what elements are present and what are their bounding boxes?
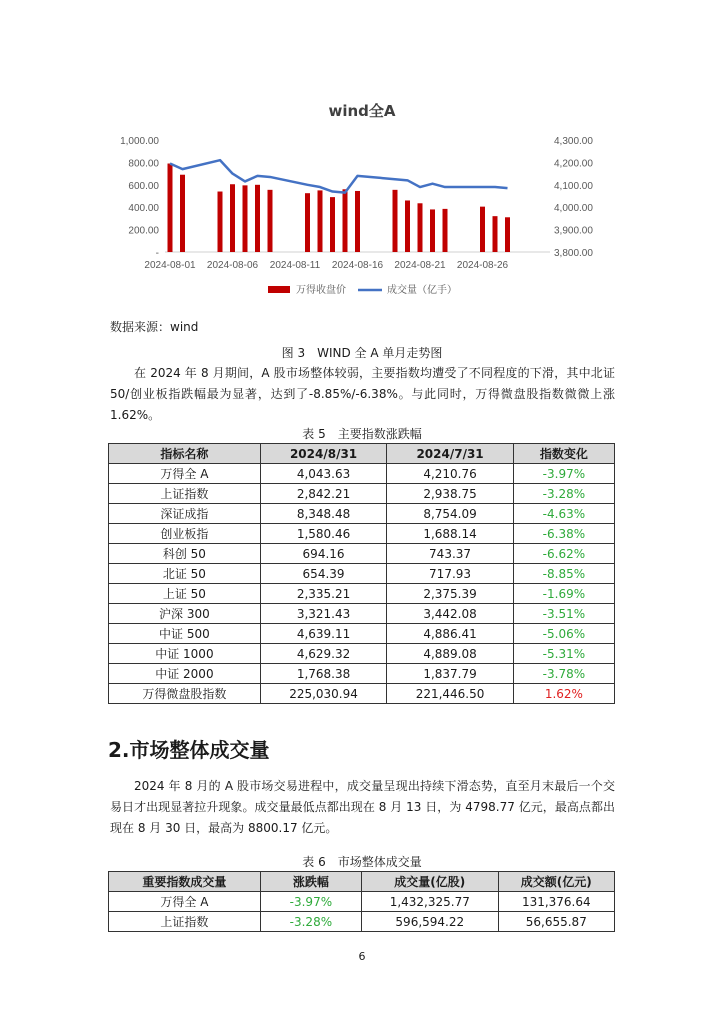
column-header: 成交量(亿股) — [361, 872, 498, 892]
table-row — [109, 624, 615, 644]
table-cell-v2: 2,375.39 — [387, 584, 514, 604]
table-cell-name: 创业板指 — [109, 524, 261, 544]
table-cell-chg: -3.97% — [260, 892, 361, 912]
table-row — [109, 604, 615, 624]
table-cell-v2: 2,938.75 — [387, 484, 514, 504]
table-cell-name: 万得全 A — [109, 464, 261, 484]
table-cell-chg: -1.69% — [513, 584, 614, 604]
chart-bar — [255, 185, 260, 252]
table-cell-name: 上证指数 — [109, 912, 261, 932]
chart-bar — [430, 209, 435, 252]
table-row — [109, 524, 615, 544]
table-cell-name: 北证 50 — [109, 564, 261, 584]
paragraph-text: 在 2024 年 8 月期间，A 股市场整体较弱，主要指数均遭受了不同程度的下滑，其中北证 50/创业板指跌幅最为显著，达到了-8.85%/-6.38%。与此同时，万得微盘股指数微微上涨 1.62%。 — [110, 366, 615, 422]
left-axis-tick-label: 1,000.00 — [120, 136, 159, 147]
chart-bar — [230, 184, 235, 252]
table5-caption: 表 5 主要指数涨跌幅 — [302, 427, 422, 441]
index-change-table — [108, 443, 615, 704]
left-axis-tick-label: 800.00 — [128, 158, 159, 170]
table-row — [109, 684, 615, 704]
chart-line-series — [170, 160, 508, 192]
table-cell-name: 深证成指 — [109, 504, 261, 524]
table-cell-amt: 56,655.87 — [498, 912, 614, 932]
right-axis-tick-label: 4,100.00 — [554, 180, 593, 192]
table-row — [109, 644, 615, 664]
table-row — [109, 504, 615, 524]
right-axis-tick-label: 3,900.00 — [554, 225, 593, 237]
table-row — [109, 892, 615, 912]
table-header-row — [109, 444, 615, 464]
table-cell-chg: -3.51% — [513, 604, 614, 624]
chart-bar — [418, 203, 423, 252]
chart-bar — [393, 190, 398, 252]
table-cell-chg: -5.31% — [513, 644, 614, 664]
table-cell-name: 科创 50 — [109, 544, 261, 564]
table-cell-vol: 1,432,325.77 — [361, 892, 498, 912]
left-axis-tick-label: 600.00 — [128, 180, 159, 192]
x-axis-tick-label: 2024-08-01 — [144, 260, 196, 271]
column-header: 2024/7/31 — [387, 444, 514, 464]
table-cell-v2: 4,886.41 — [387, 624, 514, 644]
chart-bar — [343, 189, 348, 252]
table-row — [109, 544, 615, 564]
table-cell-name: 中证 500 — [109, 624, 261, 644]
chart-bar — [305, 193, 310, 252]
table-row — [109, 564, 615, 584]
table-row — [109, 912, 615, 932]
column-header: 指数变化 — [513, 444, 614, 464]
table-cell-v2: 4,210.76 — [387, 464, 514, 484]
paragraph-index-performance — [110, 363, 615, 426]
table-cell-v2: 221,446.50 — [387, 684, 514, 704]
source-note: 数据来源：wind — [110, 320, 199, 334]
chart-bar — [480, 207, 485, 252]
table-cell-name: 中证 2000 — [109, 664, 261, 684]
chart-title: wind全A — [328, 102, 396, 120]
table-cell-v1: 1,580.46 — [260, 524, 387, 544]
table-cell-name: 万得全 A — [109, 892, 261, 912]
table-cell-name: 上证指数 — [109, 484, 261, 504]
legend-label: 万得收盘价 — [296, 285, 346, 296]
table-cell-chg: -8.85% — [513, 564, 614, 584]
table-cell-v1: 694.16 — [260, 544, 387, 564]
chart-bar — [493, 216, 498, 252]
table-row — [109, 484, 615, 504]
chart-bar — [355, 191, 360, 252]
chart-bar — [505, 217, 510, 252]
column-header: 指标名称 — [109, 444, 261, 464]
right-axis-tick-label: 4,300.00 — [554, 136, 593, 147]
table-header-row — [109, 872, 615, 892]
chart-bar — [318, 190, 323, 252]
table-cell-v1: 4,043.63 — [260, 464, 387, 484]
table-cell-v1: 225,030.94 — [260, 684, 387, 704]
wind-all-a-chart — [100, 125, 620, 305]
table-cell-v2: 1,688.14 — [387, 524, 514, 544]
section-title: 2.市场整体成交量 — [108, 738, 270, 762]
table-cell-chg: -4.63% — [513, 504, 614, 524]
right-axis-tick-label: 4,000.00 — [554, 203, 593, 215]
table-cell-name: 中证 1000 — [109, 644, 261, 664]
chart-bar — [180, 175, 185, 252]
chart-bar — [268, 190, 273, 252]
table-cell-name: 沪深 300 — [109, 604, 261, 624]
table-cell-amt: 131,376.64 — [498, 892, 614, 912]
column-header: 成交额(亿元) — [498, 872, 614, 892]
table-cell-v1: 654.39 — [260, 564, 387, 584]
chart-bar — [330, 197, 335, 252]
page-number: 6 — [358, 950, 366, 963]
chart-bar — [443, 209, 448, 252]
table-cell-name: 上证 50 — [109, 584, 261, 604]
paragraph-text: 2024 年 8 月的 A 股市场交易进程中，成交量呈现出持续下滑态势，直至月末最后一个交易日才出现显著拉升现象。成交量最低点都出现在 8 月 13 日，为 4798.77 亿元，最高点都出现在 8 月 30 日，最高为 8800.17 亿元。 — [110, 779, 615, 835]
left-axis-tick-label: 400.00 — [128, 203, 159, 215]
table6-caption: 表 6 市场整体成交量 — [302, 855, 422, 869]
column-header: 重要指数成交量 — [109, 872, 261, 892]
table-cell-v1: 2,842.21 — [260, 484, 387, 504]
x-axis-tick-label: 2024-08-26 — [456, 260, 509, 271]
chart-bar — [405, 200, 410, 252]
table-cell-chg: -3.28% — [513, 484, 614, 504]
table-cell-chg: -3.78% — [513, 664, 614, 684]
table-cell-v1: 3,321.43 — [260, 604, 387, 624]
table-cell-v1: 8,348.48 — [260, 504, 387, 524]
chart-bar — [218, 192, 223, 252]
left-axis-tick-label: 200.00 — [128, 225, 159, 237]
table-cell-vol: 596,594.22 — [361, 912, 498, 932]
table-cell-v1: 4,629.32 — [260, 644, 387, 664]
table-cell-v1: 2,335.21 — [260, 584, 387, 604]
x-axis-tick-label: 2024-08-16 — [331, 260, 384, 271]
table-cell-v2: 8,754.09 — [387, 504, 514, 524]
x-axis-tick-label: 2024-08-21 — [394, 260, 446, 271]
table-cell-v2: 4,889.08 — [387, 644, 514, 664]
x-axis-tick-label: 2024-08-06 — [206, 260, 259, 271]
right-axis-tick-label: 4,200.00 — [554, 158, 593, 170]
table-row — [109, 664, 615, 684]
left-axis-tick-label: - — [155, 248, 159, 259]
legend-label: 成交量（亿手） — [387, 285, 457, 296]
table-cell-v2: 743.37 — [387, 544, 514, 564]
x-axis-tick-label: 2024-08-11 — [269, 260, 321, 271]
table-cell-v2: 1,837.79 — [387, 664, 514, 684]
table-cell-chg: -3.28% — [260, 912, 361, 932]
legend-swatch-bar — [268, 286, 290, 293]
table-cell-chg: -5.06% — [513, 624, 614, 644]
table-cell-chg: -6.38% — [513, 524, 614, 544]
table-cell-v1: 4,639.11 — [260, 624, 387, 644]
column-header: 涨跌幅 — [260, 872, 361, 892]
right-axis-tick-label: 3,800.00 — [554, 248, 593, 259]
figure-caption: 图 3 WIND 全 A 单月走势图 — [281, 346, 443, 360]
table-cell-chg: -3.97% — [513, 464, 614, 484]
table-row — [109, 464, 615, 484]
table-cell-chg: 1.62% — [513, 684, 614, 704]
table-row — [109, 584, 615, 604]
table-cell-v2: 717.93 — [387, 564, 514, 584]
table-cell-name: 万得微盘股指数 — [109, 684, 261, 704]
table-cell-v2: 3,442.08 — [387, 604, 514, 624]
table-cell-v1: 1,768.38 — [260, 664, 387, 684]
column-header: 2024/8/31 — [260, 444, 387, 464]
market-volume-table — [108, 871, 615, 932]
table-cell-chg: -6.62% — [513, 544, 614, 564]
chart-bar — [243, 185, 248, 252]
paragraph-volume — [110, 776, 615, 839]
chart-bar — [168, 164, 173, 252]
